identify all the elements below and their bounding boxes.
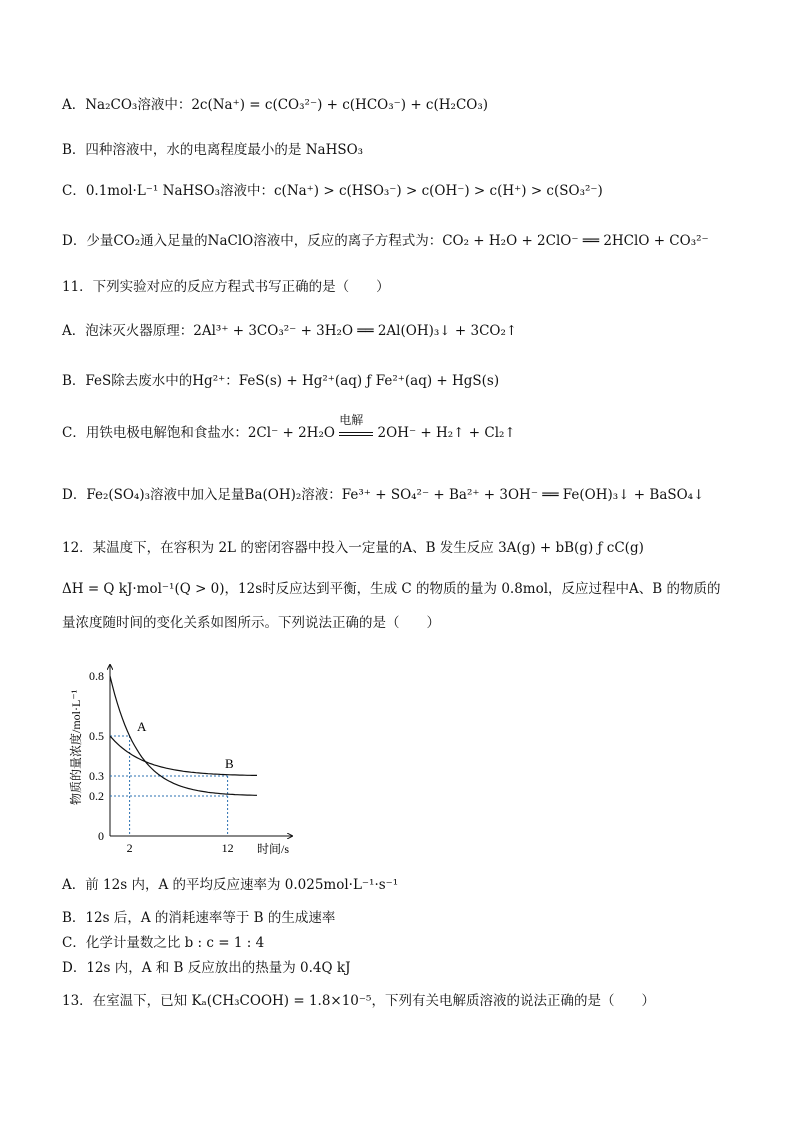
series-b-label: B bbox=[225, 756, 234, 771]
q12-option-d: D．12s 内，A 和 B 反应放出的热量为 0.4Q kJ bbox=[62, 960, 351, 976]
x-axis-label: 时间/s bbox=[257, 842, 290, 856]
q10-option-a: A．Na₂CO₃溶液中：2c(Na⁺) = c(CO₃²⁻) + c(HCO₃⁻) + c(H₂CO₃) bbox=[62, 97, 489, 113]
x-tick-label: 2 bbox=[126, 841, 133, 855]
q11-option-c-rhs: 2OH⁻ + H₂↑ + Cl₂↑ bbox=[377, 425, 516, 441]
y-tick-label: 0 bbox=[98, 829, 104, 843]
electrolysis-condition: 电解 bbox=[339, 412, 364, 427]
q11-option-b: B．FeS除去废水中的Hg²⁺：FeS(s) + Hg²⁺(aq) ƒ Fe²⁺(aq) + HgS(s) bbox=[62, 373, 500, 389]
y-axis-label: 物质的量浓度/mol·L⁻¹ bbox=[69, 689, 83, 805]
series-a-label: A bbox=[137, 719, 147, 734]
q11-option-c bbox=[62, 412, 516, 441]
q11-option-d: D．Fe₂(SO₄)₃溶液中加入足量Ba(OH)₂溶液：Fe³⁺ + SO₄²⁻ + Ba²⁺ + 3OH⁻ ══ Fe(OH)₃↓ + BaSO₄↓ bbox=[62, 487, 705, 503]
q11-option-a: A．泡沫灭火器原理：2Al³⁺ + 3CO₃²⁻ + 3H₂O ══ 2Al(OH)₃↓ + 3CO₂↑ bbox=[62, 323, 518, 339]
x-tick-label: 12 bbox=[221, 841, 234, 855]
series-a-line bbox=[110, 676, 257, 795]
y-tick-label: 0.8 bbox=[89, 669, 104, 683]
y-tick-label: 0.5 bbox=[89, 729, 104, 743]
electrolysis-arrow bbox=[339, 412, 373, 441]
q11-option-c-lhs: C．用铁电极电解饱和食盐水：2Cl⁻ + 2H₂O bbox=[62, 425, 335, 441]
y-tick-label: 0.3 bbox=[89, 769, 104, 783]
q12-option-a: A．前 12s 内，A 的平均反应速率为 0.025mol·L⁻¹·s⁻¹ bbox=[62, 877, 399, 893]
concentration-time-chart bbox=[60, 660, 310, 860]
q11-stem: 11．下列实验对应的反应方程式书写正确的是（ ） bbox=[62, 279, 390, 295]
q12-option-b: B．12s 后，A 的消耗速率等于 B 的生成速率 bbox=[62, 910, 336, 926]
axis-ticks bbox=[89, 669, 234, 855]
q10-option-b: B．四种溶液中，水的电离程度最小的是 NaHSO₃ bbox=[62, 142, 364, 158]
q12-option-c: C．化学计量数之比 b : c = 1 : 4 bbox=[62, 935, 265, 951]
q10-option-c: C．0.1mol·L⁻¹ NaHSO₃溶液中：c(Na⁺) > c(HSO₃⁻) > c(OH⁻) > c(H⁺) > c(SO₃²⁻) bbox=[62, 183, 603, 199]
q10-option-d: D．少量CO₂通入足量的NaClO溶液中，反应的离子方程式为：CO₂ + H₂O + 2ClO⁻ ══ 2HClO + CO₃²⁻ bbox=[62, 233, 709, 249]
q12-stem-line2: ΔH = Q kJ·mol⁻¹(Q > 0)，12s时反应达到平衡，生成 C 的物质的量为 0.8mol，反应过程中A、B 的物质的 bbox=[62, 581, 721, 597]
q12-stem-line1: 12．某温度下，在容积为 2L 的密闭容器中投入一定量的A、B 发生反应 3A(g) + bB(g) ƒ cC(g) bbox=[62, 540, 644, 556]
dotted-guides bbox=[110, 736, 228, 836]
chart-svg bbox=[60, 660, 310, 860]
q12-stem-line3: 量浓度随时间的变化关系如图所示。下列说法正确的是（ ） bbox=[62, 615, 440, 631]
y-tick-label: 0.2 bbox=[89, 789, 104, 803]
q13-stem: 13．在室温下，已知 Kₐ(CH₃COOH) = 1.8×10⁻⁵，下列有关电解质溶液的说法正确的是（ ） bbox=[62, 993, 655, 1009]
